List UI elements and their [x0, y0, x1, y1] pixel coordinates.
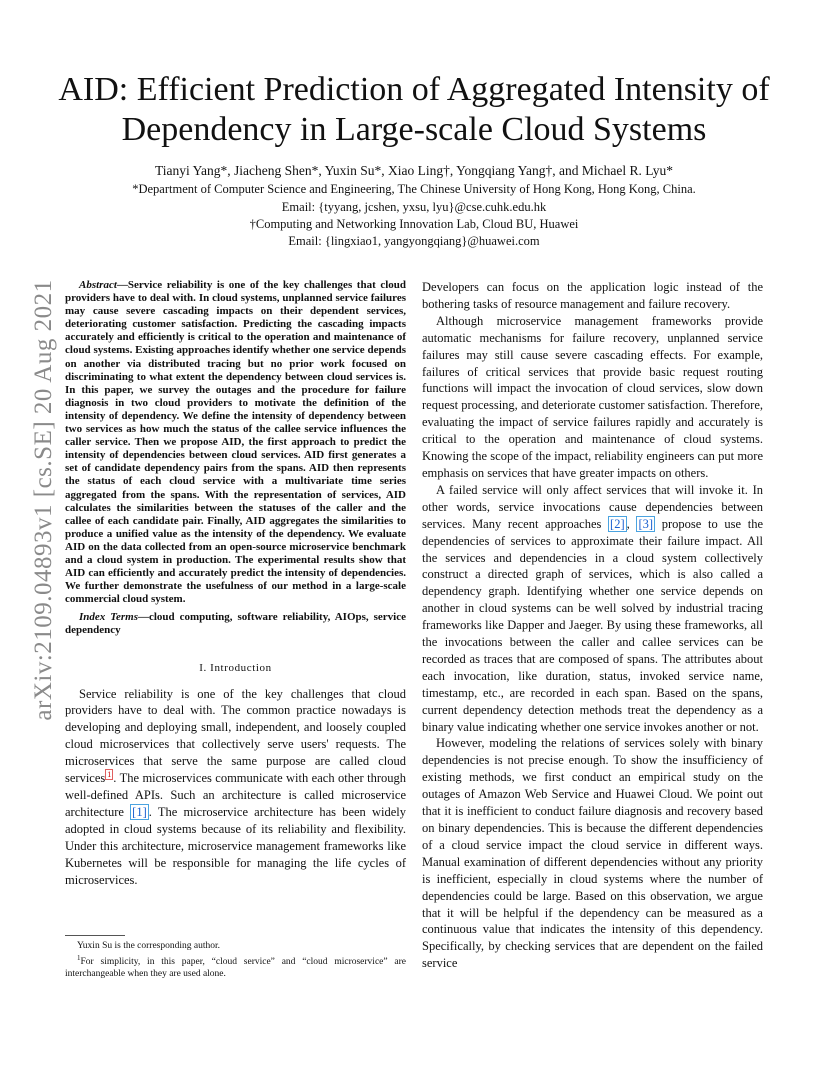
- footnotes: [65, 935, 406, 980]
- intro-text-c: . The microservice architecture has been widely adopted in cloud systems because of its reliability and flexibility. Under this architecture, microservice management frameworks like Kubernetes will be responsible for managing the life cycles of microservices.: [65, 804, 406, 887]
- footnote-1-text: For simplicity, in this paper, “cloud service” and “cloud microservice” are interchangeable when they are used alone.: [65, 957, 406, 980]
- footnote-rule: [65, 935, 125, 936]
- title-line-2: Dependency in Large-scale Cloud Systems: [121, 111, 707, 148]
- intro-paragraph-1: [65, 686, 406, 889]
- affiliation-cuhk: *Department of Computer Science and Engineering, The Chinese University of Hong Kong, Hong Kong, China.: [132, 182, 696, 196]
- abstract-text: —Service reliability is one of the key challenges that cloud providers have to deal with. In cloud systems, unplanned service failures may cause severe cascading impacts on their dependent services, deteriorating customer satisfaction. Predicting the cascading impacts accurately and efficiently is critical to the operation and maintenance of cloud systems. Existing approaches identify whether one service depends on another via distributed tracing but no prior work focused on discriminating to what extent the dependency between cloud services is. In this paper, we survey the outages and the procedure for failure diagnosis in two cloud providers to motivate the definition of the intensity of dependency. We define the intensity of dependency between two services as how much the status of the callee service influences the caller service. Then we propose AID, the first approach to predict the intensity of dependencies between cloud services. AID first generates a set of candidate dependency pairs from the spans. AID then represents the status of each cloud service with a multivariate time series aggregated from the spans. With the representation of services, AID calculates the similarities between the statuses of the caller and the callee of each candidate pair. Finally, AID aggregates the similarities to produce a unified value as the intensity of the dependency. We evaluate AID on the data collected from an open-source microservice benchmark and a cloud system in production. The experimental results show that AID can efficiently and accurately predict the intensity of dependencies. We further demonstrate the usefulness of our method in a large-scale commercial cloud system.: [65, 279, 406, 606]
- arxiv-stamp: [24, 279, 64, 721]
- dep-text-sep: ,: [626, 516, 637, 531]
- paper-title: [40, 70, 788, 150]
- right-paragraph-frameworks: Although microservice management frameworks provide automatic mechanisms for failure recovery, unplanned service failures may still cause severe cascading effects. For example, failures of critical services that provide basic request routing functions will impact the invocation of cloud services, slow down request processing, and deteriorate customer satisfaction. Therefore, evaluating the impact of service failures rapidly and accurately is critical to the operation and maintenance of cloud systems. Knowing the scope of the impact, reliability engineers can put more emphasis on services that have greater impacts on others.: [422, 313, 763, 480]
- title-line-1: AID: Efficient Prediction of Aggregated Intensity of: [58, 71, 770, 108]
- left-column: [65, 279, 406, 888]
- right-paragraph-continued: Developers can focus on the application logic instead of the bothering tasks of resource management and failure recovery.: [422, 280, 763, 311]
- right-paragraph-binary-dependencies: However, modeling the relations of services solely with binary dependencies is not precise enough. To show the insufficiency of existing methods, we first conduct an empirical study on the outages of Amazon Web Service and Huawei Cloud. We point out that it is inefficient to conduct failure diagnosis and recovery based on binary dependencies. This is because the different dependencies of a cloud service impact the cloud service in different ways. Manual examination of different dependencies without any priority is inefficient, especially in cloud systems where the number of dependencies could be large. Based on this observation, we argue that it will be helpful if the dependency can be measured as a continuous value that indicates the intensity of this dependency. Specifically, by checking services that are dependent on the failed service: [422, 736, 763, 971]
- index-terms-label: Index Terms: [79, 611, 138, 624]
- footnote-link-1[interactable]: 1: [107, 769, 112, 779]
- intro-text-b: . The microservices communicate with each other through well-defined APIs. Such an architecture is called microservice architecture: [65, 771, 406, 819]
- citation-link-3[interactable]: [3]: [638, 516, 654, 531]
- right-column: [422, 279, 763, 972]
- author-list: Tianyi Yang*, Jiacheng Shen*, Yuxin Su*, Xiao Ling†, Yongqiang Yang†, and Michael R. Lyu*: [154, 163, 674, 178]
- email-cuhk: Email: {tyyang, jcshen, yxsu, lyu}@cse.cuhk.edu.hk: [281, 200, 547, 214]
- intro-text-a: Service reliability is one of the key challenges that cloud providers have to deal with. The common practice nowadays is developing and deploying small, independent, and loosely coupled cloud microservices that collectively serve users' requests. The microservices that serve the same purpose are called cloud services: [65, 686, 406, 786]
- index-terms-text: —cloud computing, software reliability, AIOps, service dependency: [65, 611, 406, 637]
- citation-link-2[interactable]: [2]: [610, 516, 625, 531]
- abstract-label: Abstract: [79, 279, 117, 291]
- right-paragraph-dependencies: [422, 482, 763, 736]
- dep-text-b: propose to use the dependencies of services to approximate their failure impact. All the services and dependencies in a cloud system collectively construct a directed graph of services, which is also called a dependency graph. Identifying whether one service depends on another in cloud systems can be well solved by industrial tracing frameworks like Dapper and Jaeger. By using these frameworks, all the invocations between the caller and callee services can be recorded as traces that are composed of spans. The attributes about each invocation, like duration, status, invoked service name, timestamp, etc., are recorded in each span. Based on the spans, current dependency detection methods treat the dependency as a binary value indicating whether one service invokes another or not.: [422, 516, 763, 734]
- footnote-corresponding-author: Yuxin Su is the corresponding author.: [77, 941, 221, 951]
- section-heading-introduction: I. Introduction: [199, 661, 272, 674]
- footnote-1-mark: 1: [77, 954, 81, 962]
- email-huawei: Email: {lingxiao1, yangyongqiang}@huawei.com: [288, 234, 540, 248]
- affiliation-huawei: †Computing and Networking Innovation Lab, Cloud BU, Huawei: [249, 217, 579, 231]
- citation-link-1[interactable]: [1]: [132, 804, 147, 819]
- arxiv-stamp-text: arXiv:2109.04893v1 [cs.SE] 20 Aug 2021: [30, 279, 57, 721]
- dep-text-a: A failed service will only affect services that will invoke it. In other words, service invocations cause dependencies between services. Many recent approaches: [422, 482, 763, 531]
- abstract: [65, 279, 406, 606]
- index-terms: [65, 611, 406, 637]
- footnote-1: [65, 952, 406, 980]
